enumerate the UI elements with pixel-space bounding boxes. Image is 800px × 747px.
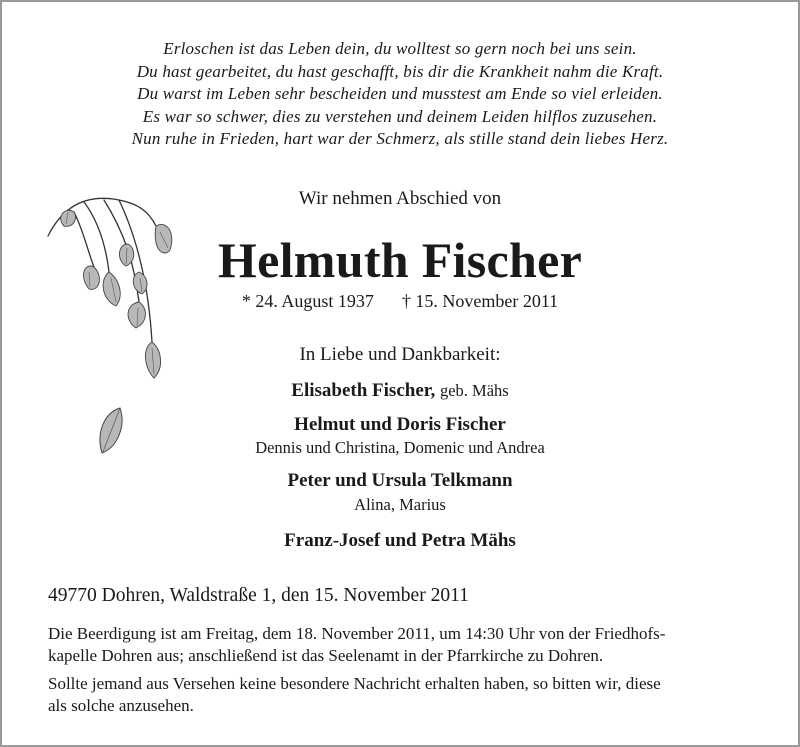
poem bbox=[0, 38, 800, 151]
farewell-line: Wir nehmen Abschied von bbox=[298, 188, 502, 209]
poem-line: Nun ruhe in Frieden, hart war der Schmerz, als stille stand dein liebes Herz. bbox=[131, 129, 669, 148]
poem-line: Es war so schwer, dies zu verstehen und deinem Leiden hilflos zuzusehen. bbox=[142, 106, 658, 126]
mourner-line bbox=[0, 470, 800, 492]
mourner-name: Elisabeth Fischer, bbox=[291, 380, 436, 401]
funeral-info bbox=[48, 623, 758, 666]
mourner-line bbox=[0, 414, 800, 436]
mourner-name: Franz-Josef und Petra Mähs bbox=[284, 530, 516, 551]
notice-paragraph bbox=[48, 673, 758, 716]
mourner-name: Peter und Ursula Telkmann bbox=[287, 470, 513, 491]
mourner-line bbox=[0, 380, 800, 402]
death-date: † 15. November 2011 bbox=[401, 291, 559, 311]
life-dates bbox=[0, 291, 800, 312]
mourner-children: Dennis und Christina, Domenic und Andrea bbox=[255, 438, 545, 457]
notice-line: Sollte jemand aus Versehen keine besondere Nachricht erhalten haben, so bitten wir, diese bbox=[48, 674, 661, 693]
mourners-intro: In Liebe und Dankbarkeit: bbox=[299, 344, 501, 365]
mourner-name: Helmut und Doris Fischer bbox=[294, 414, 506, 435]
funeral-info-line: Die Beerdigung ist am Freitag, dem 18. November 2011, um 14:30 Uhr von der Friedhofs- bbox=[48, 624, 666, 643]
funeral-info-line: kapelle Dohren aus; anschließend ist das Seelenamt in der Pfarrkirche zu Dohren. bbox=[48, 645, 604, 665]
poem-line: Du hast gearbeitet, du hast geschafft, bis dir die Krankheit nahm die Kraft. bbox=[136, 61, 664, 81]
mourner-children: Alina, Marius bbox=[354, 495, 446, 514]
notice-line: als solche anzusehen. bbox=[48, 695, 194, 715]
mourner-note: geb. Mähs bbox=[439, 381, 509, 400]
birth-date: * 24. August 1937 bbox=[241, 291, 374, 311]
address-date-line: 49770 Dohren, Waldstraße 1, den 15. November 2011 bbox=[48, 585, 469, 606]
poem-line: Du warst im Leben sehr bescheiden und musstest am Ende so viel erleiden. bbox=[137, 84, 663, 103]
poem-line: Erloschen ist das Leben dein, du wolltest so gern noch bei uns sein. bbox=[163, 39, 637, 58]
deceased-name: Helmuth Fischer bbox=[217, 232, 583, 288]
mourner-line bbox=[0, 530, 800, 552]
